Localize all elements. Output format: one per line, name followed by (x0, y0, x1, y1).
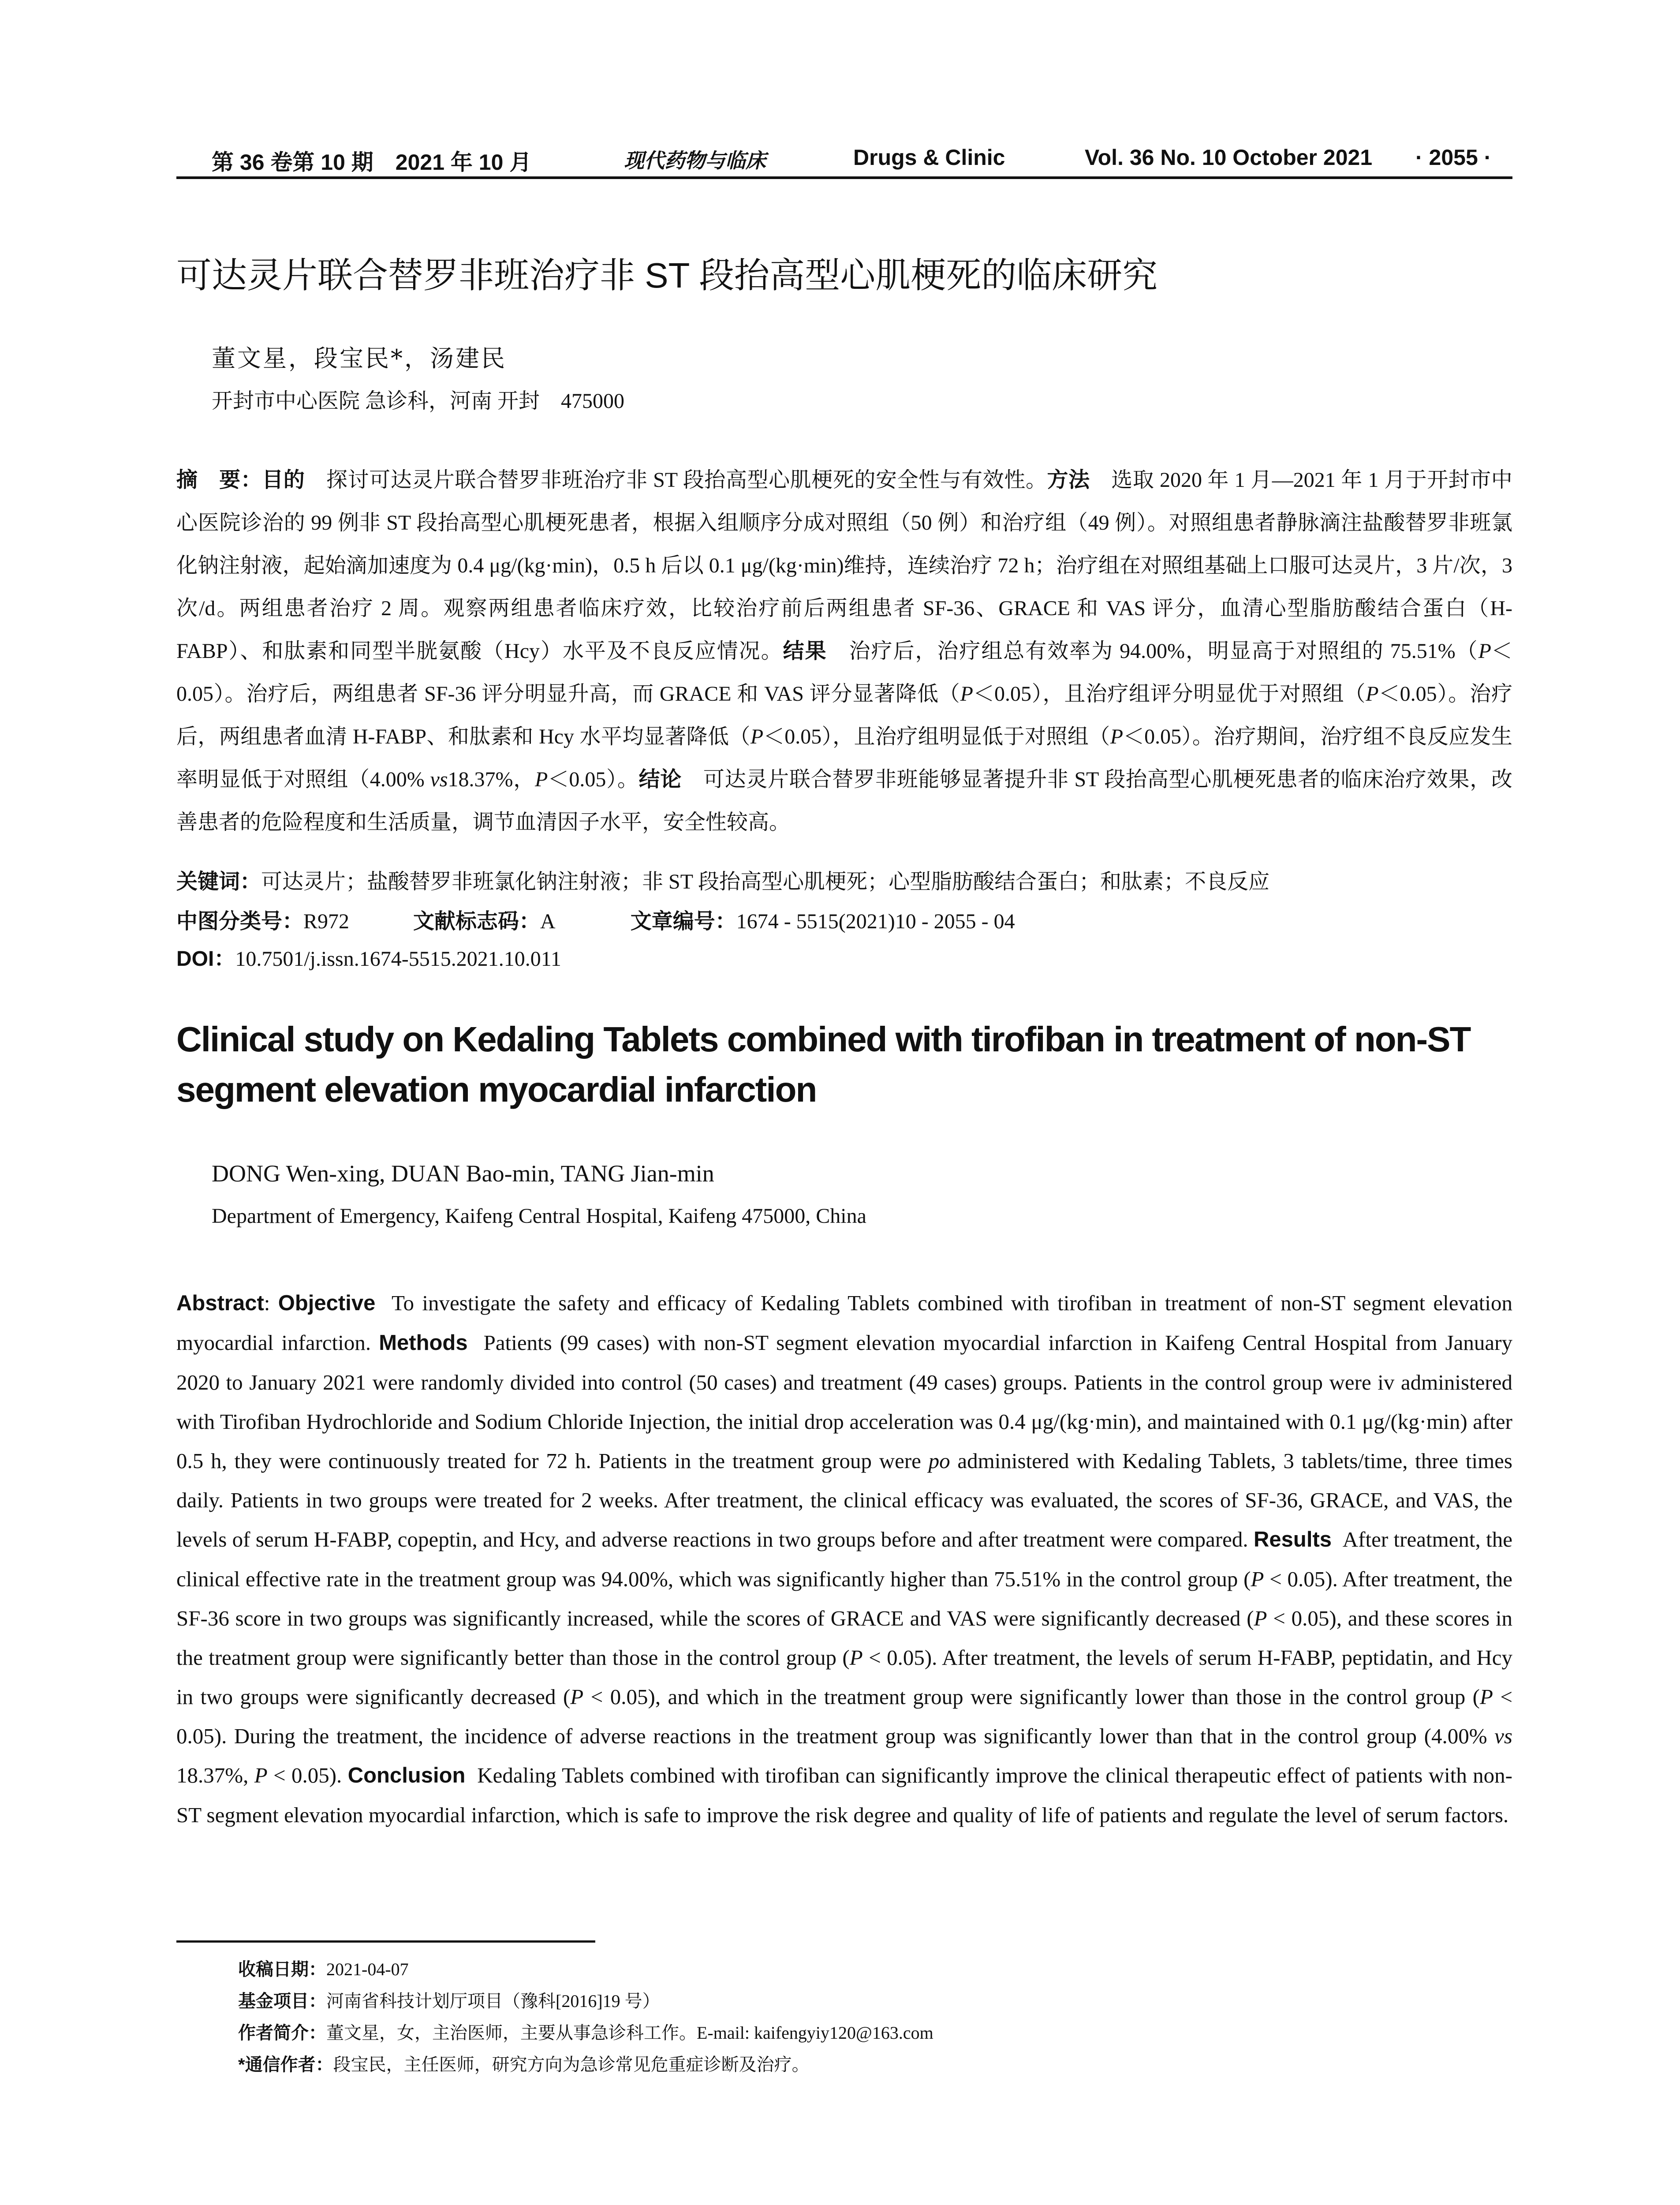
doc-code-label: 文献标志码： (413, 910, 541, 933)
abstract-label: 摘 要： (176, 468, 262, 492)
article-number-label: 文章编号： (630, 910, 736, 933)
running-header (176, 141, 1512, 179)
results-text: ＜0.05）。 (548, 768, 639, 791)
results-text: 18.37%， (448, 768, 535, 791)
po-term: po (928, 1449, 950, 1473)
header-journal-cn: 现代药物与临床 (624, 149, 766, 172)
conclusion-text: Kedaling Tablets combined with tirofiban can significantly improve the clinical therapeutic effect of patients with non-ST segment elevation myocardial infarction, which is safe to improve the risk degree and quality of life of patients and regulate the level of serum factors. (176, 1763, 1512, 1827)
authors-chinese: 董文星，段宝民*，汤建民 (212, 344, 507, 372)
p-symbol: P (1110, 725, 1124, 748)
results-text: 18.37%, (176, 1763, 254, 1787)
results-text: < 0.05). During the treatment, the incidence of adverse reactions in the treatment group was significantly lower than that in the control group (4.00% (176, 1685, 1512, 1748)
results-text: < 0.05), and which in the treatment group were significantly lower than those in the control group ( (583, 1685, 1480, 1709)
article-number-value: 1674 - 5515(2021)10 - 2055 - 04 (736, 910, 1015, 933)
abstract-chinese (176, 459, 1512, 844)
results-text: 治疗后，治疗组总有效率为 94.00%，明显高于对照组的 75.51%（ (849, 639, 1478, 663)
p-symbol: P (750, 725, 764, 748)
objective-label: 目的 (262, 468, 305, 492)
fund-text: 河南省科技计划厅项目（豫科[2016]19 号） (326, 1991, 660, 2011)
methods-text: 选取 2020 年 1 月—2021 年 1 月于开封市中心医院诊治的 99 例非 ST 段抬高型心肌梗死患者，根据入组顺序分成对照组（50 例）和治疗组（49 例）。对照组患者静脉滴注盐酸替罗非班氯化钠注射液，起始滴加速度为 0.4 μg/(kg·min)，0.5 h 后以 0.1 μg/(kg·min)维持，连续治疗 72 h；治疗组在对照组基础上口服可达灵片，3 片/次，3 次/d。两组患者治疗 2 周。观察两组患者临床疗效，比较治疗前后两组患者 SF-36、GRACE 和 VAS 评分，血清心型脂肪酸结合蛋白（H-FABP）、和肽素和同型半胱氨酸（Hcy）水平及不良反应情况。 (176, 468, 1512, 663)
author-label: 作者简介： (238, 2023, 326, 2043)
footnote-fund (238, 1985, 1473, 2017)
results-text: ＜0.05），且治疗组评分明显优于对照组（ (973, 682, 1366, 706)
results-text: ＜0.05），且治疗组明显低于对照组（ (763, 725, 1110, 748)
results-text: < 0.05). After treatment, the SF-36 score in two groups was significantly increased, while the scores of GRACE and VAS were significantly decreased ( (176, 1567, 1512, 1630)
doi-label: DOI： (176, 947, 235, 971)
correspondence-text: 段宝民，主任医师，研究方向为急诊常见危重症诊断及治疗。 (333, 2055, 810, 2074)
results-text: After treatment, the clinical effective rate in the treatment group was 94.00%, which was significantly higher than 75.51% in the control group ( (176, 1527, 1513, 1591)
p-symbol: P (960, 682, 973, 706)
header-volume: Vol. 36 No. 10 October 2021 (1085, 145, 1373, 170)
author-text: 董文星，女，主治医师，主要从事急诊科工作。E-mail: kaifengyiy120@163.com (326, 2023, 933, 2043)
conclusion-label: 结论 (638, 768, 682, 791)
doc-code-value: A (540, 910, 556, 933)
header-page-number: · 2055 · (1415, 145, 1492, 170)
conclusion-label: Conclusion (347, 1764, 466, 1787)
p-symbol: P (1478, 639, 1491, 663)
results-text: ＜0.05）。治疗期间，治疗组不良反应发生率明显低于对照组（4.00% (176, 725, 1512, 791)
results-text: < 0.05), and these scores in the treatment group were significantly better than those in the control group ( (176, 1606, 1512, 1670)
p-symbol: P (570, 1685, 584, 1709)
abstract-label: Abstract (176, 1291, 264, 1315)
p-symbol: P (1254, 1606, 1267, 1630)
footnote-author (238, 2017, 1473, 2049)
clc-label: 中图分类号： (176, 910, 304, 933)
p-symbol: P (1366, 682, 1379, 706)
results-label: 结果 (783, 639, 827, 663)
keywords-text: 可达灵片；盐酸替罗非班氯化钠注射液；非 ST 段抬高型心肌梗死；心型脂肪酸结合蛋白；和肽素；不良反应 (261, 870, 1270, 893)
results-text: < 0.05). (267, 1763, 342, 1787)
vs-symbol: vs (430, 768, 448, 791)
keywords-label: 关键词： (176, 870, 261, 893)
footnote-correspondence (238, 2049, 1473, 2081)
methods-text: administered with Kedaling Tablets, 3 tablets/time, three times daily. Patients in two groups were treated for 2 weeks. After treatment, the clinical efficacy was evaluated, the scores of SF-36, GRACE, and VAS, the levels of serum H-FABP, copeptin, and Hcy, and adverse reactions in two groups before and after treatment were compared. (176, 1449, 1513, 1551)
keywords-chinese (176, 864, 1269, 895)
classification-line (176, 904, 1015, 934)
abstract-english: Abstract: Objective To investigate the safety and efficacy of Kedaling Tablets combined with tirofiban in treatment of non-ST segment elevation myocardial infarction. Methods Patients (99 cases) with non-ST segment elevation myocardial infarction in Kaifeng Central Hospital from January 2020 to January 2021 were randomly divided into control (50 cases) and treatment (49 cases) groups. Patients in the control group were iv administered with Tirofiban Hydrochloride and Sodium Chloride Injection, the initial drop acceleration was 0.4 μg/(kg·min), and maintained with 0.1 μg/(kg·min) after 0.5 h, they were continuously treated for 72 h. Patients in the treatment group were po administered with Kedaling Tablets, 3 tablets/time, three times daily. Patients in two groups were treated for 2 weeks. After treatment, the clinical efficacy was evaluated, the scores of SF-36, GRACE, and VAS, the levels of serum H-FABP, copeptin, and Hcy, and adverse reactions in two groups before and after treatment were compared. Results After treatment, the clinical effective rate in the treatment group was 94.00%, which was significantly higher than 75.51% in the control group (P < 0.05). After treatment, the SF-36 score in two groups was significantly increased, while the scores of GRACE and VAS were significantly decreased (P < 0.05), and these scores in the treatment group were significantly better than those in the control group (P < 0.05). After treatment, the levels of serum H-FABP, peptidatin, and Hcy in two groups were significantly decreased (P < 0.05), and which in the treatment group were significantly lower than those in the control group (P < 0.05). During the treatment, the incidence of adverse reactions in the treatment group was significantly lower than that in the control group (4.00% vs 18.37%, P < 0.05). Conclusion Kedaling Tablets combined with tirofiban can significantly improve the clinical therapeutic effect of patients with non-ST segment elevation myocardial infarction, which is safe to improve the risk degree and quality of life of patients and regulate the level of serum factors. (176, 1291, 1513, 1827)
clc-value: R972 (303, 910, 350, 933)
results-label: Results (1254, 1528, 1332, 1551)
received-label: 收稿日期： (238, 1960, 326, 1979)
header-journal-en: Drugs & Clinic (853, 145, 1005, 170)
received-date: 2021-04-07 (326, 1959, 409, 1979)
objective-text: To investigate the safety and efficacy of Kedaling Tablets combined with tirofiban in treatment of non-ST segment elevation myocardial infarction. (176, 1291, 1512, 1355)
methods-label: 方法 (1047, 468, 1090, 492)
fund-label: 基金项目： (238, 1992, 326, 2011)
footnotes (238, 1954, 1473, 2081)
affiliation-chinese: 开封市中心医院 急诊科，河南 开封 475000 (212, 389, 625, 413)
header-issue: 第 36 卷第 10 期 2021 年 10 月 (212, 150, 532, 175)
authors-english: DONG Wen-xing, DUAN Bao-min, TANG Jian-min (212, 1160, 714, 1187)
p-symbol: P (1479, 1685, 1493, 1709)
results-text: < 0.05). After treatment, the levels of serum H-FABP, peptidatin, and Hcy in two groups were significantly decreased ( (176, 1645, 1513, 1709)
results-text: ＜0.05）。治疗后，两组患者 SF-36 评分明显升高，而 GRACE 和 VAS 评分显著降低（ (176, 639, 1512, 706)
p-symbol: P (1251, 1567, 1264, 1591)
p-symbol: P (254, 1763, 268, 1787)
conclusion-text: 可达灵片联合替罗非班能够显著提升非 ST 段抬高型心肌梗死患者的临床治疗效果，改善患者的危险程度和生活质量，调节血清因子水平，安全性较高。 (176, 768, 1512, 834)
doi-link[interactable]: 10.7501/j.issn.1674-5515.2021.10.011 (235, 947, 561, 971)
methods-label: Methods (379, 1331, 468, 1355)
objective-text: 探讨可达灵片联合替罗非班治疗非 ST 段抬高型心肌梗死的安全性与有效性。 (326, 468, 1047, 492)
p-symbol: P (849, 1645, 863, 1670)
objective-label: Objective (278, 1291, 376, 1315)
footnote-divider (176, 1940, 595, 1943)
affiliation-english: Department of Emergency, Kaifeng Central Hospital, Kaifeng 475000, China (212, 1204, 866, 1228)
methods-text: Patients (99 cases) with non-ST segment elevation myocardial infarction in Kaifeng Central Hospital from January 2020 to January 2021 were randomly divided into control (50 cases) and treatment (49 cases) groups. Patients in the control group were iv administered with Tirofiban Hydrochloride and Sodium Chloride Injection, the initial drop acceleration was 0.4 μg/(kg·min), and maintained with 0.1 μg/(kg·min) after 0.5 h, they were continuously treated for 72 h. Patients in the treatment group were (176, 1330, 1512, 1473)
doi-line (176, 942, 561, 972)
title-english: Clinical study on Kedaling Tablets combined with tirofiban in treatment of non-ST segment elevation myocardial infarction (176, 1020, 1471, 1109)
vs-symbol: vs (1494, 1724, 1512, 1748)
title-chinese: 可达灵片联合替罗非班治疗非 ST 段抬高型心肌梗死的临床研究 (176, 256, 1158, 295)
results-text: ＜0.05）。治疗后，两组患者血清 H-FABP、和肽素和 Hcy 水平均显著降低（ (176, 682, 1512, 748)
footnote-received (238, 1954, 1473, 1985)
correspondence-label: *通信作者： (238, 2055, 333, 2074)
p-symbol: P (535, 768, 548, 791)
